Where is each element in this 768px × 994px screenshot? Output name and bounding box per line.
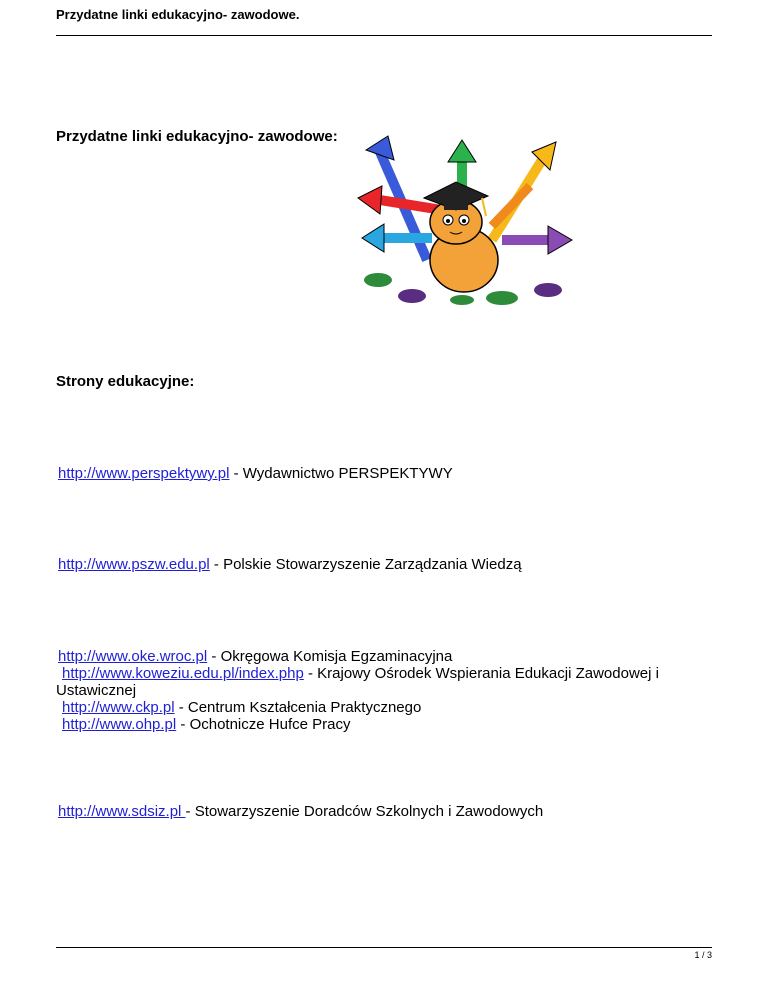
cat-icon [430,200,498,292]
page-number: 1 / 3 [694,950,712,960]
link-row [58,648,452,665]
link-row [62,716,350,733]
link-perspektywy[interactable]: http://www.perspektywy.pl [58,465,230,482]
arrow-orange-icon [492,186,530,226]
link-ohp[interactable]: http://www.ohp.pl [62,716,177,733]
link-row [62,665,659,682]
footer-rule [56,947,712,948]
header-rule [56,35,712,36]
link-row [58,556,522,573]
link-koweziu[interactable]: http://www.koweziu.edu.pl/index.php [62,665,304,682]
link-description: - Polskie Stowarzyszenie Zarządzania Wiedzą [209,556,522,573]
link-oke[interactable]: http://www.oke.wroc.pl [58,648,208,665]
cat-graduate-illustration [352,130,576,310]
link-description: - Ochotnicze Hufce Pracy [176,716,351,733]
page-title: Przydatne linki edukacyjno- zawodowe: [56,128,338,145]
link-row [58,803,543,820]
link-description: - Okręgowa Komisja Egzaminacyjna [207,648,453,665]
wrapped-description: Ustawicznej [56,682,137,699]
link-description: - Stowarzyszenie Doradców Szkolnych i Zawodowych [185,803,544,820]
arrow-purple-icon [502,226,572,254]
link-sdsiz[interactable]: http://www.sdsiz.pl [58,803,186,820]
link-pszw[interactable]: http://www.pszw.edu.pl [58,556,210,573]
link-ckp[interactable]: http://www.ckp.pl [62,699,175,716]
running-header: Przydatne linki edukacyjno- zawodowe. [56,7,300,22]
link-row [62,699,421,716]
link-description: - Wydawnictwo PERSPEKTYWY [229,465,453,482]
link-description: - Krajowy Ośrodek Wspierania Edukacji Zawodowej i [303,665,659,682]
link-row [58,465,453,482]
section-heading: Strony edukacyjne: [56,373,195,390]
link-description: - Centrum Kształcenia Praktycznego [174,699,422,716]
